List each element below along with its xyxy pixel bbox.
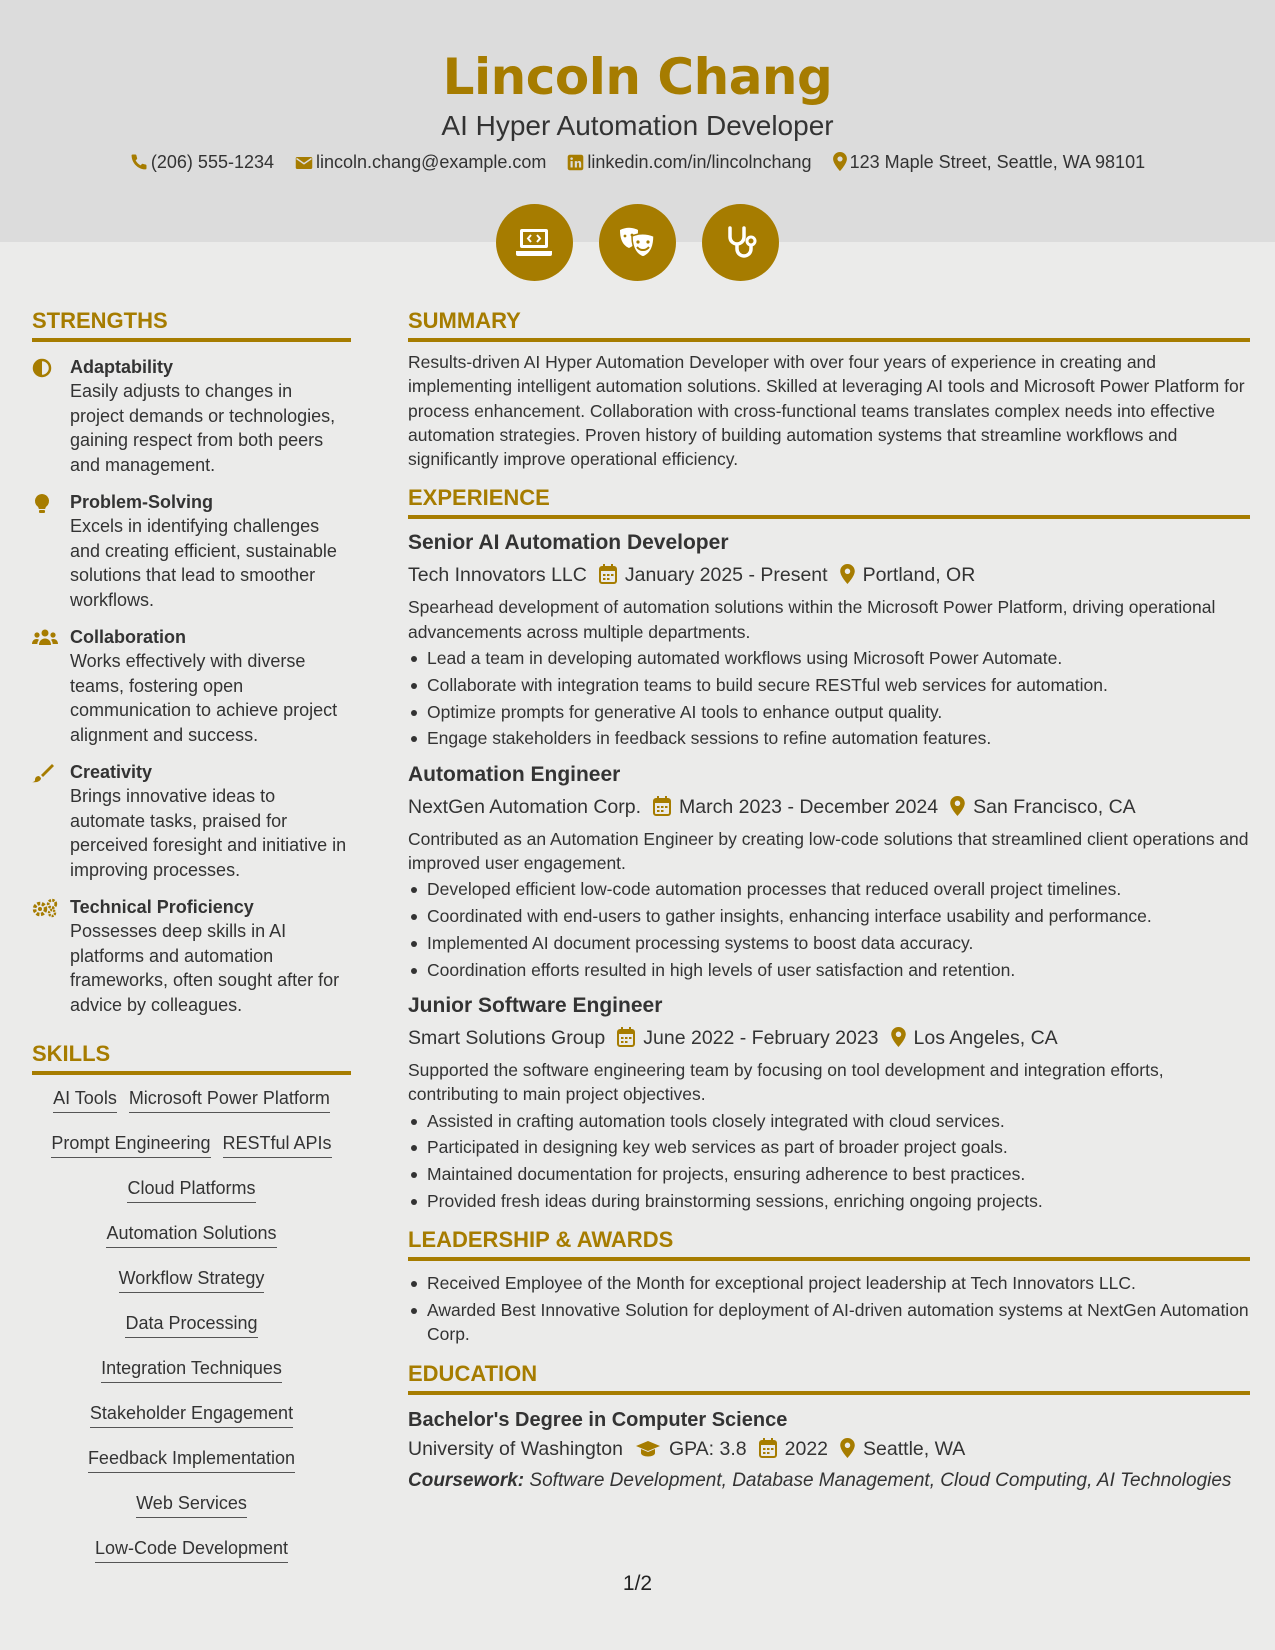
contact-phone xyxy=(130,152,274,173)
summary-text: Results-driven AI Hyper Automation Developer with over four years of experience in creating and implementing intelligent automation solutions. Skilled at leveraging AI tools and Microsoft Power Platform for process enhancement. Collaboration with cross-functional teams translates complex needs into effective automation strategies. Proven history of building automation systems that streamline workflows and significantly improve operational efficiency. xyxy=(408,352,1245,470)
map-pin-icon xyxy=(840,1438,855,1458)
job-title: Senior AI Automation Developer xyxy=(408,531,729,555)
skills-heading: SKILLS xyxy=(32,1041,351,1075)
map-pin-icon xyxy=(833,152,847,171)
strength-item xyxy=(32,896,351,1017)
summary-heading: SUMMARY xyxy=(408,308,1250,342)
envelope-icon xyxy=(295,155,313,171)
job-entry xyxy=(408,761,1250,982)
skill-tag: Integration Techniques xyxy=(101,1357,282,1383)
strength-desc: Possesses deep skills in AI platforms and automation frameworks, often sought after for advice by colleagues. xyxy=(70,921,340,1015)
page-number: 1/2 xyxy=(622,1572,653,1595)
coursework xyxy=(408,1469,1250,1494)
theater-masks-badge xyxy=(599,204,676,281)
list-item: Engage stakeholders in feedback sessions to refine automation features. xyxy=(408,726,1250,750)
job-bullets xyxy=(408,877,1250,982)
strength-title: Adaptability xyxy=(70,357,174,377)
list-item: Lead a team in developing automated workflows using Microsoft Power Automate. xyxy=(408,646,1250,670)
list-item: Participated in designing key web services as part of broader project goals. xyxy=(408,1135,1250,1159)
job-location: Los Angeles, CA xyxy=(913,1027,1058,1050)
gears-icon xyxy=(32,898,58,923)
list-item: Provided fresh ideas during brainstorming sessions, enriching ongoing projects. xyxy=(408,1189,1250,1213)
email-text: lincoln.chang@example.com xyxy=(316,152,547,172)
list-item: Developed efficient low-code automation processes that reduced overall project timelines. xyxy=(408,877,1250,901)
skill-tag: Microsoft Power Platform xyxy=(129,1087,330,1113)
job-bullets xyxy=(408,646,1250,751)
skill-tag: Web Services xyxy=(136,1492,247,1518)
job-dates: March 2023 - December 2024 xyxy=(679,795,939,818)
strength-title: Technical Proficiency xyxy=(70,897,254,917)
job-location: Portland, OR xyxy=(862,564,976,587)
leadership-heading: LEADERSHIP & AWARDS xyxy=(408,1227,1250,1261)
map-pin-icon xyxy=(950,796,965,816)
half-circle-icon xyxy=(32,358,52,383)
calendar-icon xyxy=(653,796,671,816)
job-description: Supported the software engineering team by focusing on tool development and integration efforts, contributing to main project objectives. xyxy=(408,1060,1164,1105)
job-company: NextGen Automation Corp. xyxy=(408,795,642,818)
candidate-name: Lincoln Chang xyxy=(442,48,833,106)
job-description: Spearhead development of automation solutions within the Microsoft Power Platform, driving operational advancements across multiple departments. xyxy=(408,597,1216,642)
job-entry xyxy=(408,529,1250,750)
job-entry xyxy=(408,992,1250,1213)
job-dates: June 2022 - February 2023 xyxy=(643,1027,879,1050)
stethoscope-icon xyxy=(725,225,757,261)
skill-tag: Low-Code Development xyxy=(95,1537,288,1563)
education-meta xyxy=(408,1435,1250,1463)
list-item: Collaborate with integration teams to build secure RESTful web services for automation. xyxy=(408,673,1250,697)
skill-tag: Stakeholder Engagement xyxy=(90,1402,293,1428)
gpa: GPA: 3.8 xyxy=(668,1437,747,1460)
contact-linkedin[interactable] xyxy=(567,152,811,173)
laptop-code-icon xyxy=(515,227,553,259)
strength-desc: Excels in identifying challenges and creating efficient, sustainable solutions that lead to smoother workflows. xyxy=(70,516,337,610)
skill-tag: Data Processing xyxy=(125,1312,257,1338)
linkedin-text: linkedin.com/in/lincolnchang xyxy=(587,152,812,172)
school-location: Seattle, WA xyxy=(863,1437,966,1460)
job-meta xyxy=(408,1024,1250,1052)
job-company: Smart Solutions Group xyxy=(408,1027,606,1050)
skill-tag: Cloud Platforms xyxy=(127,1177,255,1203)
list-item: Coordination efforts resulted in high levels of user satisfaction and retention. xyxy=(408,958,1250,982)
strength-item xyxy=(32,626,351,747)
experience-heading: EXPERIENCE xyxy=(408,485,1250,519)
linkedin-icon xyxy=(567,154,584,171)
strength-item xyxy=(32,761,351,882)
strength-item xyxy=(32,491,351,612)
job-title: Junior Software Engineer xyxy=(408,994,663,1018)
degree-title: Bachelor's Degree in Computer Science xyxy=(408,1408,788,1431)
laptop-code-badge xyxy=(496,204,573,281)
skill-tag: RESTful APIs xyxy=(223,1132,332,1158)
job-bullets xyxy=(408,1109,1250,1214)
skills-list xyxy=(32,1087,351,1582)
list-item: Received Employee of the Month for exceptional project leadership at Tech Innovators LLC. xyxy=(408,1271,1250,1295)
strength-title: Creativity xyxy=(70,762,153,782)
strength-desc: Easily adjusts to changes in project demands or technologies, gaining respect from both peers and management. xyxy=(70,381,336,475)
lightbulb-icon xyxy=(32,493,52,520)
left-column xyxy=(32,308,351,1582)
map-pin-icon xyxy=(840,564,855,584)
job-dates: January 2025 - Present xyxy=(624,564,828,587)
strength-desc: Works effectively with diverse teams, fostering open communication to achieve project alignment and success. xyxy=(70,651,338,745)
map-pin-icon xyxy=(891,1027,906,1047)
paintbrush-icon xyxy=(32,763,54,788)
graduation-year: 2022 xyxy=(784,1437,829,1460)
school-name: University of Washington xyxy=(408,1437,623,1460)
skill-tag: Prompt Engineering xyxy=(51,1132,210,1158)
job-title: Automation Engineer xyxy=(408,762,621,786)
list-item: Coordinated with end-users to gather insights, enhancing interface usability and performance. xyxy=(408,904,1250,928)
strengths-heading: STRENGTHS xyxy=(32,308,351,342)
phone-icon xyxy=(130,153,148,171)
coursework-label: Coursework: xyxy=(408,1469,525,1491)
interest-icons xyxy=(0,204,1275,286)
job-company: Tech Innovators LLC xyxy=(408,564,587,587)
phone-text: (206) 555-1234 xyxy=(150,152,274,172)
strength-title: Collaboration xyxy=(70,627,186,647)
list-item: Optimize prompts for generative AI tools to enhance output quality. xyxy=(408,700,1250,724)
list-item: Implemented AI document processing systems to boost data accuracy. xyxy=(408,931,1250,955)
skill-tag: Workflow Strategy xyxy=(119,1267,265,1293)
graduation-cap-icon xyxy=(635,1440,661,1458)
contact-address xyxy=(833,152,1146,173)
list-item: Assisted in crafting automation tools closely integrated with cloud services. xyxy=(408,1109,1250,1133)
skill-tag: Feedback Implementation xyxy=(88,1447,295,1473)
list-item: Awarded Best Innovative Solution for deployment of AI-driven automation systems at NextGen Automation Corp. xyxy=(408,1298,1250,1347)
education-heading: EDUCATION xyxy=(408,1361,1250,1395)
candidate-title: AI Hyper Automation Developer xyxy=(441,110,834,141)
theater-masks-icon xyxy=(618,226,658,260)
leadership-list xyxy=(408,1271,1250,1346)
skill-tag: Automation Solutions xyxy=(106,1222,276,1248)
coursework-text: Software Development, Database Management, Cloud Computing, AI Technologies xyxy=(529,1469,1232,1491)
skill-tag: AI Tools xyxy=(53,1087,117,1113)
calendar-icon xyxy=(617,1027,635,1047)
strength-item xyxy=(32,356,351,477)
calendar-icon xyxy=(759,1438,777,1458)
stethoscope-badge xyxy=(702,204,779,281)
contact-row xyxy=(0,152,1275,173)
right-column xyxy=(408,308,1250,1493)
address-text: 123 Maple Street, Seattle, WA 98101 xyxy=(849,152,1146,172)
job-description: Contributed as an Automation Engineer by creating low-code solutions that streamlined client operations and improved user engagement. xyxy=(408,828,1249,874)
strength-title: Problem-Solving xyxy=(70,492,214,512)
strength-desc: Brings innovative ideas to automate tasks, praised for perceived foresight and initiative in improving processes. xyxy=(70,786,347,880)
list-item: Maintained documentation for projects, ensuring adherence to best practices. xyxy=(408,1162,1250,1186)
contact-email[interactable] xyxy=(295,152,546,173)
calendar-icon xyxy=(599,564,617,584)
job-meta xyxy=(408,561,1250,589)
users-icon xyxy=(32,628,58,653)
job-location: San Francisco, CA xyxy=(973,795,1136,818)
job-meta xyxy=(408,793,1250,821)
